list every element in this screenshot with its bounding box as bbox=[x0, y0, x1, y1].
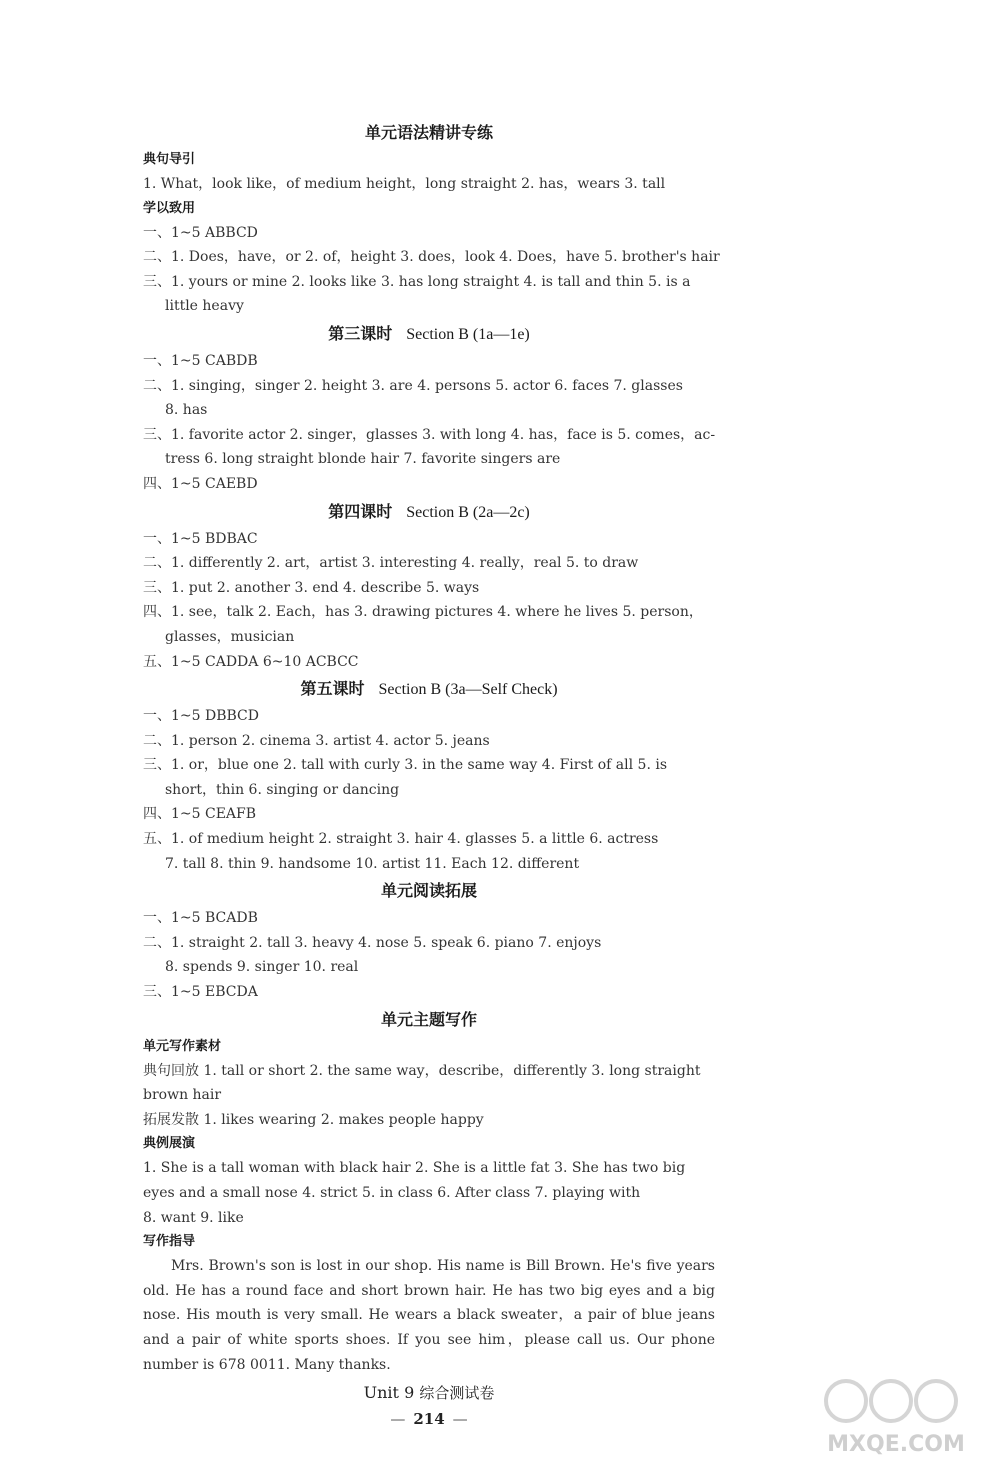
answer-line: eyes and a small nose 4. strict 5. in class 6. After class 7. playing with bbox=[143, 1185, 641, 1201]
answer-line: 一、1~5 ABBCD bbox=[143, 224, 258, 241]
answer-line: 1. She is a tall woman with black hair 2. She is a little fat 3. She has two big bbox=[143, 1160, 686, 1177]
lesson-title-en: Section B (1a—1e) bbox=[406, 325, 530, 343]
answer-line: little heavy bbox=[165, 298, 244, 315]
page-number-line bbox=[143, 1407, 715, 1431]
subheading-practice: 学以致用 bbox=[143, 200, 196, 216]
lesson-title-zh: 第三课时 bbox=[328, 323, 393, 343]
answer-line: glasses，musician bbox=[165, 628, 295, 645]
answer-line: 四、1. see，talk 2. Each，has 3. drawing pictures 4. where he lives 5. person， bbox=[143, 604, 703, 621]
answer-line: 三、1~5 EBCDA bbox=[143, 984, 258, 1001]
subheading-typical-sentences: 典句导引 bbox=[143, 152, 196, 167]
watermark-logo bbox=[806, 1371, 986, 1461]
lesson-title-en: Section B (2a—2c) bbox=[406, 503, 530, 521]
answer-line: 8. spends 9. singer 10. real bbox=[165, 959, 359, 976]
answer-line: short，thin 6. singing or dancing bbox=[165, 781, 400, 798]
section-title-lesson4 bbox=[143, 497, 715, 527]
answer-line: 五、1~5 CADDA 6~10 ACBCC bbox=[143, 653, 359, 670]
answer-line: 一、1~5 BDBAC bbox=[143, 530, 258, 547]
page-dash-left: — bbox=[390, 1410, 406, 1429]
watermark-circle-icon bbox=[871, 1381, 911, 1421]
lesson-title-zh: 第四课时 bbox=[328, 501, 393, 521]
answer-line: 五、1. of medium height 2. straight 3. hair 4. glasses 5. a little 6. actress bbox=[143, 831, 659, 848]
subheading-writing-material: 单元写作素材 bbox=[143, 1038, 222, 1054]
answer-page bbox=[143, 118, 720, 1431]
unit-title-en: Unit 9 bbox=[363, 1383, 415, 1403]
answer-line: 三、1. or，blue one 2. tall with curly 3. in the same way 4. First of all 5. is bbox=[143, 757, 668, 774]
section-title-writing: 单元主题写作 bbox=[380, 1009, 477, 1029]
answer-line: 四、1~5 CEAFB bbox=[143, 806, 257, 823]
answer-line: 二、1. differently 2. art，artist 3. interesting 4. really，real 5. to draw bbox=[143, 555, 639, 572]
answer-line: 一、1~5 CABDB bbox=[143, 352, 258, 369]
answer-line: 8. want 9. like bbox=[143, 1209, 244, 1226]
section-title-reading: 单元阅读拓展 bbox=[380, 881, 477, 901]
next-unit-title bbox=[143, 1379, 715, 1407]
answer-line: 典句回放 1. tall or short 2. the same way，describe，differently 3. long straight bbox=[143, 1062, 701, 1079]
page-number: 214 bbox=[413, 1410, 445, 1429]
answer-line: 一、1~5 BCADB bbox=[143, 910, 258, 927]
subheading-writing-guide: 写作指导 bbox=[143, 1234, 196, 1250]
subheading-example: 典例展演 bbox=[143, 1136, 196, 1152]
lesson-title-zh: 第五课时 bbox=[300, 679, 365, 699]
answer-line: 二、1. person 2. cinema 3. artist 4. actor 5. jeans bbox=[143, 732, 490, 749]
sample-essay: Mrs. Brown's son is lost in our shop. His name is Bill Brown. He's five years old. He has a round face and short brown hair. He has two big eyes and a big nose. His mouth is very small. He wears a black sweater，a pair of blue jeans and a pair of white sports shoes. If you see him，please call us. Our phone number is 678 0011. Many thanks. bbox=[143, 1258, 715, 1373]
answer-line: 三、1. yours or mine 2. looks like 3. has long straight 4. is tall and thin 5. is a bbox=[143, 273, 691, 290]
page-dash-right: — bbox=[452, 1410, 468, 1429]
answer-line: brown hair bbox=[143, 1087, 222, 1104]
answer-line: 二、1. Does，have，or 2. of，height 3. does，look 4. Does，have 5. brother's hair bbox=[143, 249, 720, 266]
answer-line: 8. has bbox=[165, 402, 208, 419]
section-title-lesson5 bbox=[143, 674, 715, 704]
answer-line: 二、1. straight 2. tall 3. heavy 4. nose 5. speak 6. piano 7. enjoys bbox=[143, 934, 602, 951]
answer-line: 拓展发散 1. likes wearing 2. makes people happy bbox=[143, 1111, 484, 1128]
answer-line: 一、1~5 DBBCD bbox=[143, 708, 259, 725]
lesson-title-en: Section B (3a—Self Check) bbox=[378, 681, 558, 699]
watermark-text: MXQE.COM bbox=[827, 1432, 965, 1457]
section-title-lesson3 bbox=[143, 319, 715, 349]
answer-line: tress 6. long straight blonde hair 7. favorite singers are bbox=[165, 451, 561, 468]
unit-title-zh: 综合测试卷 bbox=[419, 1384, 495, 1403]
answer-line: 四、1~5 CAEBD bbox=[143, 475, 258, 492]
answer-line: 1. What，look like，of medium height，long straight 2. has，wears 3. tall bbox=[143, 176, 666, 192]
answer-line: 7. tall 8. thin 9. handsome 10. artist 11. Each 12. different bbox=[165, 855, 580, 872]
watermark-circle-icon bbox=[826, 1381, 866, 1421]
answer-line: 三、1. put 2. another 3. end 4. describe 5. ways bbox=[143, 579, 480, 596]
answer-line: 三、1. favorite actor 2. singer，glasses 3. with long 4. has，face is 5. comes，ac- bbox=[143, 426, 716, 443]
answer-line: 二、1. singing，singer 2. height 3. are 4. persons 5. actor 6. faces 7. glasses bbox=[143, 377, 683, 394]
watermark-circle-icon bbox=[916, 1381, 956, 1421]
section-title-grammar: 单元语法精讲专练 bbox=[364, 123, 493, 142]
